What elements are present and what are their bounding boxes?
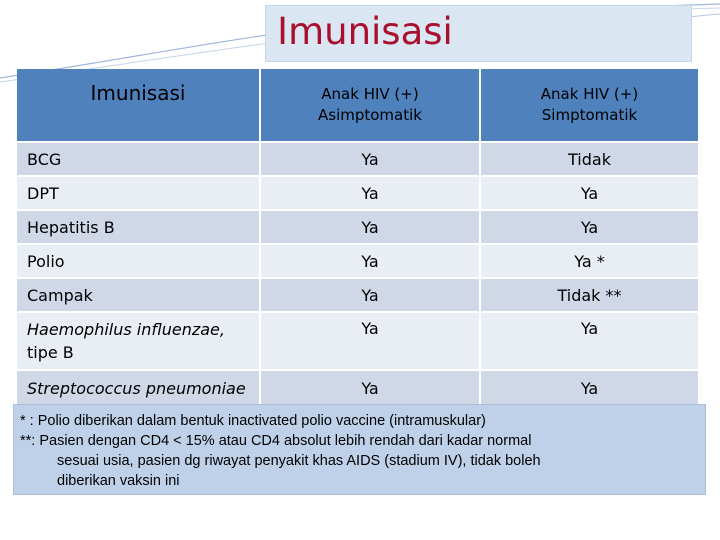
footnote-cd4: **: Pasien dengan CD4 < 15% atau CD4 absolut lebih rendah dari kadar normal xyxy=(20,433,532,449)
simptomatik-value: Ya xyxy=(481,211,700,245)
vaccine-name-line1: Haemophilus influenzae, xyxy=(27,320,225,339)
footnotes-box xyxy=(13,404,706,495)
asimptomatik-value: Ya xyxy=(261,279,481,313)
table-row xyxy=(17,279,700,313)
table-row xyxy=(17,245,700,279)
vaccine-name: DPT xyxy=(17,177,261,211)
asimptomatik-value: Ya xyxy=(261,245,481,279)
simptomatik-value: Tidak ** xyxy=(481,279,700,313)
simptomatik-value: Ya * xyxy=(481,245,700,279)
immunization-table xyxy=(17,69,700,407)
simptomatik-value: Ya xyxy=(481,313,700,371)
header-simptomatik-line1: Anak HIV (+) xyxy=(540,85,639,103)
table-row xyxy=(17,313,700,371)
vaccine-name: Polio xyxy=(17,245,261,279)
table-header-row xyxy=(17,69,700,143)
header-simptomatik-line2: Simptomatik xyxy=(541,106,638,124)
table-row xyxy=(17,371,700,407)
header-asimptomatik-line1: Anak HIV (+) xyxy=(321,85,419,103)
footnote-cd4-cont2: diberikan vaksin ini xyxy=(57,473,180,489)
vaccine-name xyxy=(17,313,261,371)
asimptomatik-value: Ya xyxy=(261,177,481,211)
asimptomatik-value: Ya xyxy=(261,143,481,177)
table-row xyxy=(17,211,700,245)
simptomatik-value: Tidak xyxy=(481,143,700,177)
vaccine-name: Campak xyxy=(17,279,261,313)
table-row xyxy=(17,177,700,211)
asimptomatik-value: Ya xyxy=(261,371,481,407)
vaccine-name: BCG xyxy=(17,143,261,177)
footnote-polio: * : Polio diberikan dalam bentuk inactivated polio vaccine (intramuskular) xyxy=(20,413,486,429)
asimptomatik-value: Ya xyxy=(261,313,481,371)
header-imunisasi: Imunisasi xyxy=(17,69,261,143)
table-row xyxy=(17,143,700,177)
header-asimptomatik-line2: Asimptomatik xyxy=(318,106,422,124)
header-asimptomatik xyxy=(261,69,481,143)
header-simptomatik xyxy=(481,69,700,143)
vaccine-name: Hepatitis B xyxy=(17,211,261,245)
asimptomatik-value: Ya xyxy=(261,211,481,245)
vaccine-name: Streptococcus pneumoniae xyxy=(17,371,261,407)
footnote-cd4-cont1: sesuai usia, pasien dg riwayat penyakit khas AIDS (stadium IV), tidak boleh xyxy=(57,453,541,469)
simptomatik-value: Ya xyxy=(481,177,700,211)
page-title: Imunisasi xyxy=(277,10,453,53)
vaccine-name-line2: tipe B xyxy=(27,343,74,362)
simptomatik-value: Ya xyxy=(481,371,700,407)
